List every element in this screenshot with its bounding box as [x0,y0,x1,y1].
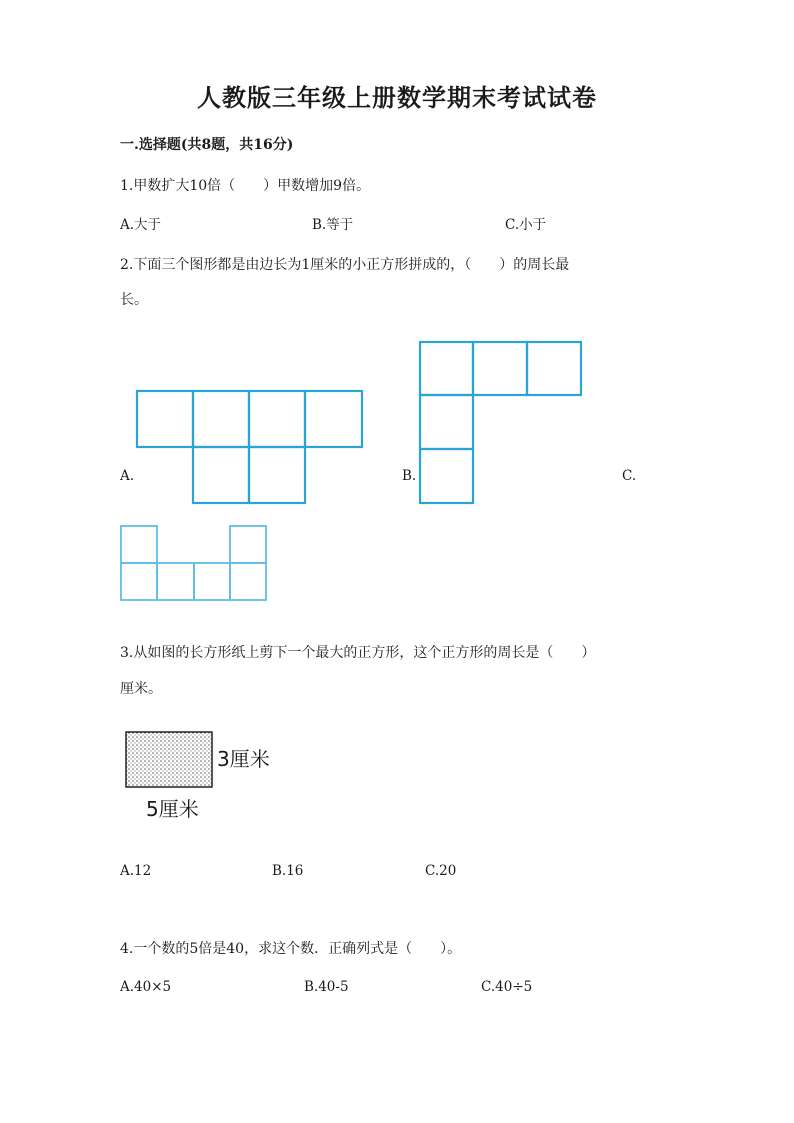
question-4-option-a: A.40×5 [120,979,172,995]
question-3-text-line2: 厘米。 [120,681,162,697]
question-2-text-line2: 长。 [120,292,148,308]
page-title: 人教版三年级上册数学期末考试试卷 [197,83,597,112]
question-4-option-c: C.40÷5 [481,979,533,995]
question-2-label-c: C. [622,468,637,484]
rectangle-width-label: 5厘米 [146,797,199,821]
rectangle-height-label: 3厘米 [217,747,270,771]
section-heading: 一.选择题(共8题，共16分) [120,137,294,153]
question-3-text-line1: 3.从如图的长方形纸上剪下一个最大的正方形，这个正方形的周长是（ ） [120,645,596,661]
dotted-rectangle [126,732,212,787]
question-1-text: 1.甲数扩大10倍（ ）甲数增加9倍。 [120,178,371,194]
question-3-option-a: A.12 [120,863,152,879]
question-4-option-b: B.40-5 [304,979,349,995]
question-2-label-a: A. [120,468,135,484]
question-4-text: 4.一个数的5倍是40，求这个数．正确列式是（ ）。 [120,941,462,957]
question-2-text-line1: 2.下面三个图形都是由边长为1厘米的小正方形拼成的，（ ）的周长最 [120,257,570,273]
question-2-label-b: B. [402,468,417,484]
question-1-option-a: A.大于 [120,217,162,233]
question-3-option-b: B.16 [272,863,304,879]
question-3-option-c: C.20 [425,863,457,879]
question-1-option-b: B.等于 [312,217,354,233]
question-1-option-c: C.小于 [505,217,547,233]
